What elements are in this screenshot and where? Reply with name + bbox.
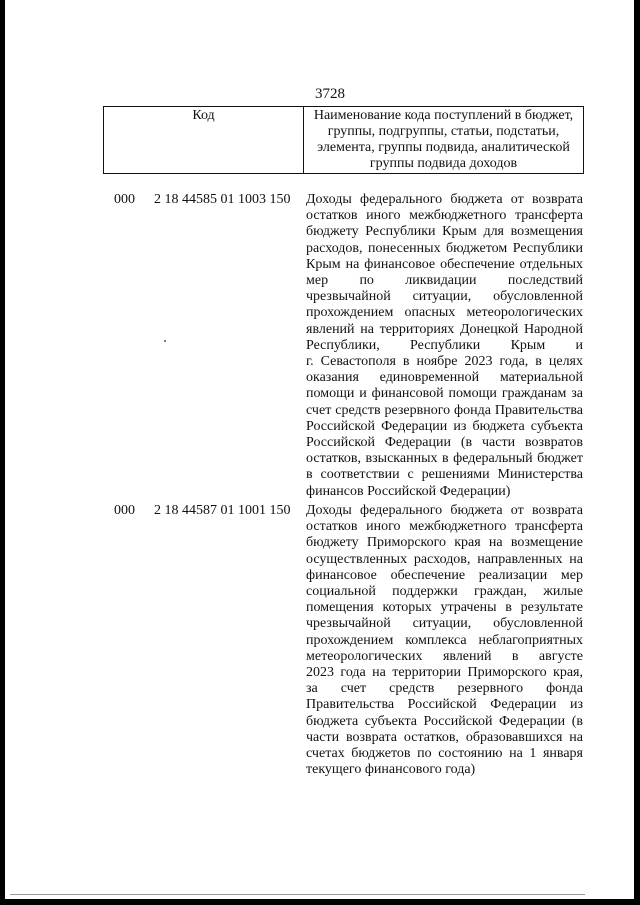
description-line: части возврата остатков, образовавшихся на: [306, 729, 583, 745]
description-line: помощи и финансовой помощи гражданам за: [306, 386, 583, 402]
description-line: г. Севастополя в ноябре 2023 года, в целях: [306, 354, 583, 370]
scan-rule-bottom: [10, 894, 585, 895]
description-line: расходов, понесенных бюджетом Республики: [306, 240, 583, 256]
description-line: финансов Российской Федерации): [306, 483, 511, 499]
description-line: метеорологических явлений в августе: [306, 648, 583, 664]
description-line: социальной поддержки граждан, жилые: [306, 584, 583, 600]
description-line: помещения которых утрачены в результате: [306, 600, 583, 616]
description-line: чрезвычайной ситуации, обусловленной: [306, 289, 583, 305]
entry-description: [306, 503, 583, 778]
description-line: в соответствии с решениями Министерства: [306, 467, 583, 483]
description-line: осуществленных расходов, направленных на: [306, 551, 583, 567]
description-line: Крым на финансовое обеспечение отдельных: [306, 256, 583, 272]
description-line: текущего финансового года): [306, 762, 476, 778]
description-line: Доходы федерального бюджета от возврата: [306, 192, 583, 207]
description-line: явлений на территориях Донецкой Народной: [306, 321, 583, 337]
scan-edge-left: [0, 0, 5, 905]
description-line: Республики, Республики Крым и: [306, 337, 583, 353]
description-line: финансовое обеспечение реализации мер: [306, 567, 583, 583]
header-name-cell: [304, 107, 584, 174]
description-line: за счет средств резервного фонда: [306, 681, 583, 697]
description-line: бюджета субъекта Российской Федерации (в: [306, 713, 583, 729]
page-number: 3728: [315, 86, 345, 102]
admin-code: 000: [114, 503, 135, 518]
description-line: 2023 года на территории Приморского края,: [306, 665, 583, 681]
description-line: Российской Федерации из бюджета субъекта: [306, 418, 583, 434]
scan-speck: [164, 340, 166, 342]
entry-description: [306, 192, 583, 500]
description-line: мер по ликвидации последствий: [306, 273, 583, 289]
table-header: [103, 106, 584, 174]
description-line: прохождением опасных метеорологических: [306, 305, 583, 321]
description-line: прохождением комплекса неблагоприятных: [306, 632, 583, 648]
description-line: чрезвычайной ситуации, обусловленной: [306, 616, 583, 632]
description-line: бюджету Приморского края на возмещение: [306, 535, 583, 551]
description-line: остатков, взысканных в федеральный бюджет: [306, 451, 583, 467]
header-name-line: группы, подгруппы, статьи, подстатьи,: [327, 124, 560, 139]
header-name-line: Наименование кода поступлений в бюджет,: [313, 108, 574, 123]
description-line: Доходы федерального бюджета от возврата: [306, 503, 583, 518]
description-line: Правительства Российской Федерации из: [306, 697, 583, 713]
header-name-line: группы подвида доходов: [369, 156, 518, 171]
description-line: счетах бюджетов по состоянию на 1 января: [306, 746, 583, 762]
admin-code: 000: [114, 192, 135, 207]
header-name-line: элемента, группы подвида, аналитической: [317, 140, 570, 155]
description-line: оказания единовременной материальной: [306, 370, 583, 386]
description-line: бюджету Республики Крым для возмещения: [306, 224, 583, 240]
scan-edge-bottom: [0, 899, 640, 905]
description-line: остатков иного межбюджетного трансферта: [306, 519, 583, 535]
scan-edge-right: [634, 0, 640, 905]
description-line: счет средств резервного фонда Правительства: [306, 402, 583, 418]
revenue-code: 2 18 44587 01 1001 150: [154, 503, 291, 518]
revenue-code: 2 18 44585 01 1003 150: [154, 192, 291, 207]
description-line: остатков иного межбюджетного трансферта: [306, 208, 583, 224]
description-line: Российской Федерации (в части возвратов: [306, 435, 583, 451]
header-code-cell: Код: [104, 107, 304, 174]
